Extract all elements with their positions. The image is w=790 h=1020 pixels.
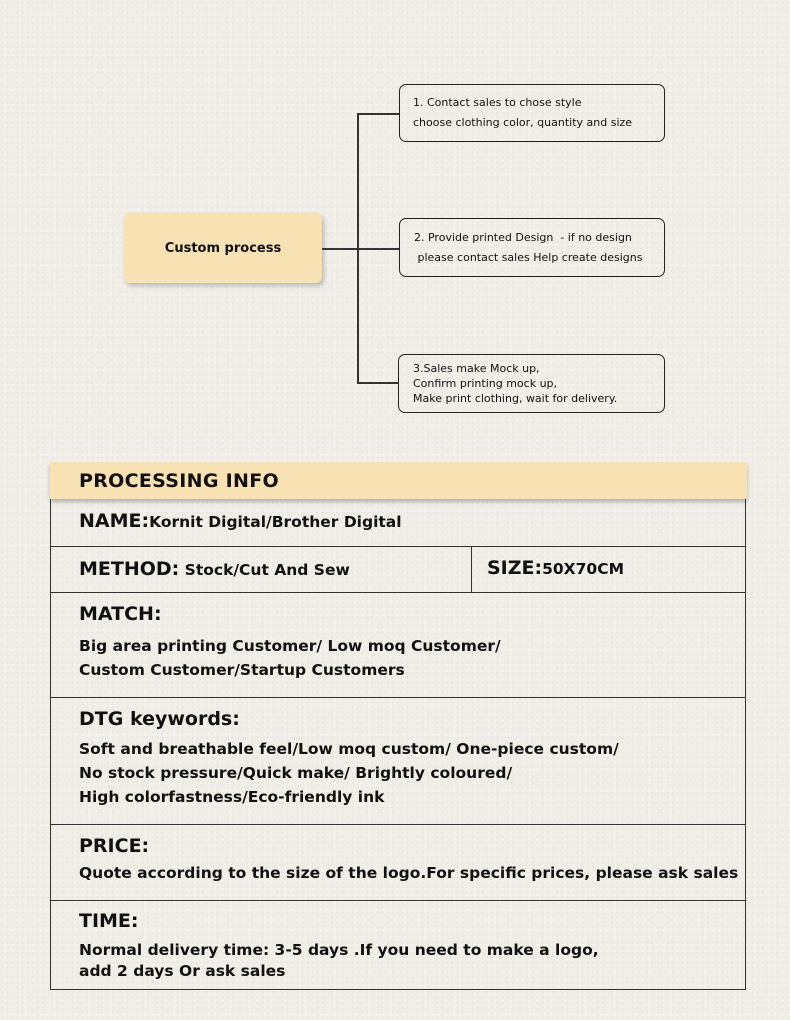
method-size-divider	[471, 547, 472, 592]
method-size-row	[51, 547, 745, 593]
keywords-value	[79, 737, 619, 809]
size-value: 50X70CM	[542, 560, 624, 578]
price-value: Quote according to the size of the logo.For specific prices, please ask sales	[79, 864, 739, 882]
time-label: TIME:	[79, 910, 139, 932]
step-1-box	[399, 84, 665, 142]
custom-process-node	[124, 213, 322, 283]
match-label: MATCH:	[79, 603, 162, 625]
match-line-2: Custom Customer/Startup Customers	[79, 661, 405, 679]
step-2-box	[399, 218, 665, 277]
name-field	[79, 510, 402, 532]
match-value	[79, 634, 501, 682]
custom-process-label: Custom process	[164, 240, 282, 256]
connector-step-3	[357, 382, 399, 384]
size-field	[487, 557, 624, 579]
match-line-1: Big area printing Customer/ Low moq Customer/	[79, 637, 501, 655]
name-value: Kornit Digital/Brother Digital	[149, 513, 402, 531]
time-line-2: add 2 days Or ask sales	[79, 962, 286, 980]
keywords-line-2: No stock pressure/Quick make/ Brightly coloured/	[79, 764, 513, 782]
processing-info-header	[50, 462, 747, 499]
step-2-line-1: 2. Provide printed Design - if no design	[414, 230, 632, 244]
method-field	[79, 558, 350, 580]
keywords-row	[51, 698, 745, 825]
step-1-line-1: 1. Contact sales to chose style	[413, 96, 582, 109]
method-label: METHOD:	[79, 558, 180, 580]
step-2-line-2: please contact sales Help create designs	[414, 250, 643, 264]
step-3-line-3: Make print clothing, wait for delivery.	[413, 392, 618, 405]
processing-info-title: PROCESSING INFO	[79, 469, 279, 492]
step-3-line-1: 3.Sales make Mock up,	[413, 362, 540, 375]
connector-step-1	[357, 113, 399, 115]
step-1-line-2: choose clothing color, quantity and size	[413, 116, 633, 129]
time-row	[51, 901, 745, 990]
size-label: SIZE:	[487, 557, 543, 579]
match-row	[51, 593, 745, 698]
step-3-line-2: Confirm printing mock up,	[413, 377, 558, 390]
price-row	[51, 825, 745, 901]
step-3-box	[398, 354, 665, 413]
processing-info-table	[50, 499, 746, 990]
method-value: Stock/Cut And Sew	[179, 561, 350, 579]
name-row	[51, 499, 745, 547]
connector-root	[322, 248, 358, 250]
keywords-line-3: High colorfastness/Eco-friendly ink	[79, 788, 385, 806]
keywords-label: DTG keywords:	[79, 708, 240, 730]
time-line-1: Normal delivery time: 3-5 days .If you need to make a logo,	[79, 941, 599, 959]
keywords-line-1: Soft and breathable feel/Low moq custom/ One-piece custom/	[79, 740, 619, 758]
time-value	[79, 940, 599, 982]
name-label: NAME:	[79, 510, 150, 532]
connector-step-2	[357, 248, 399, 250]
price-label: PRICE:	[79, 835, 150, 857]
